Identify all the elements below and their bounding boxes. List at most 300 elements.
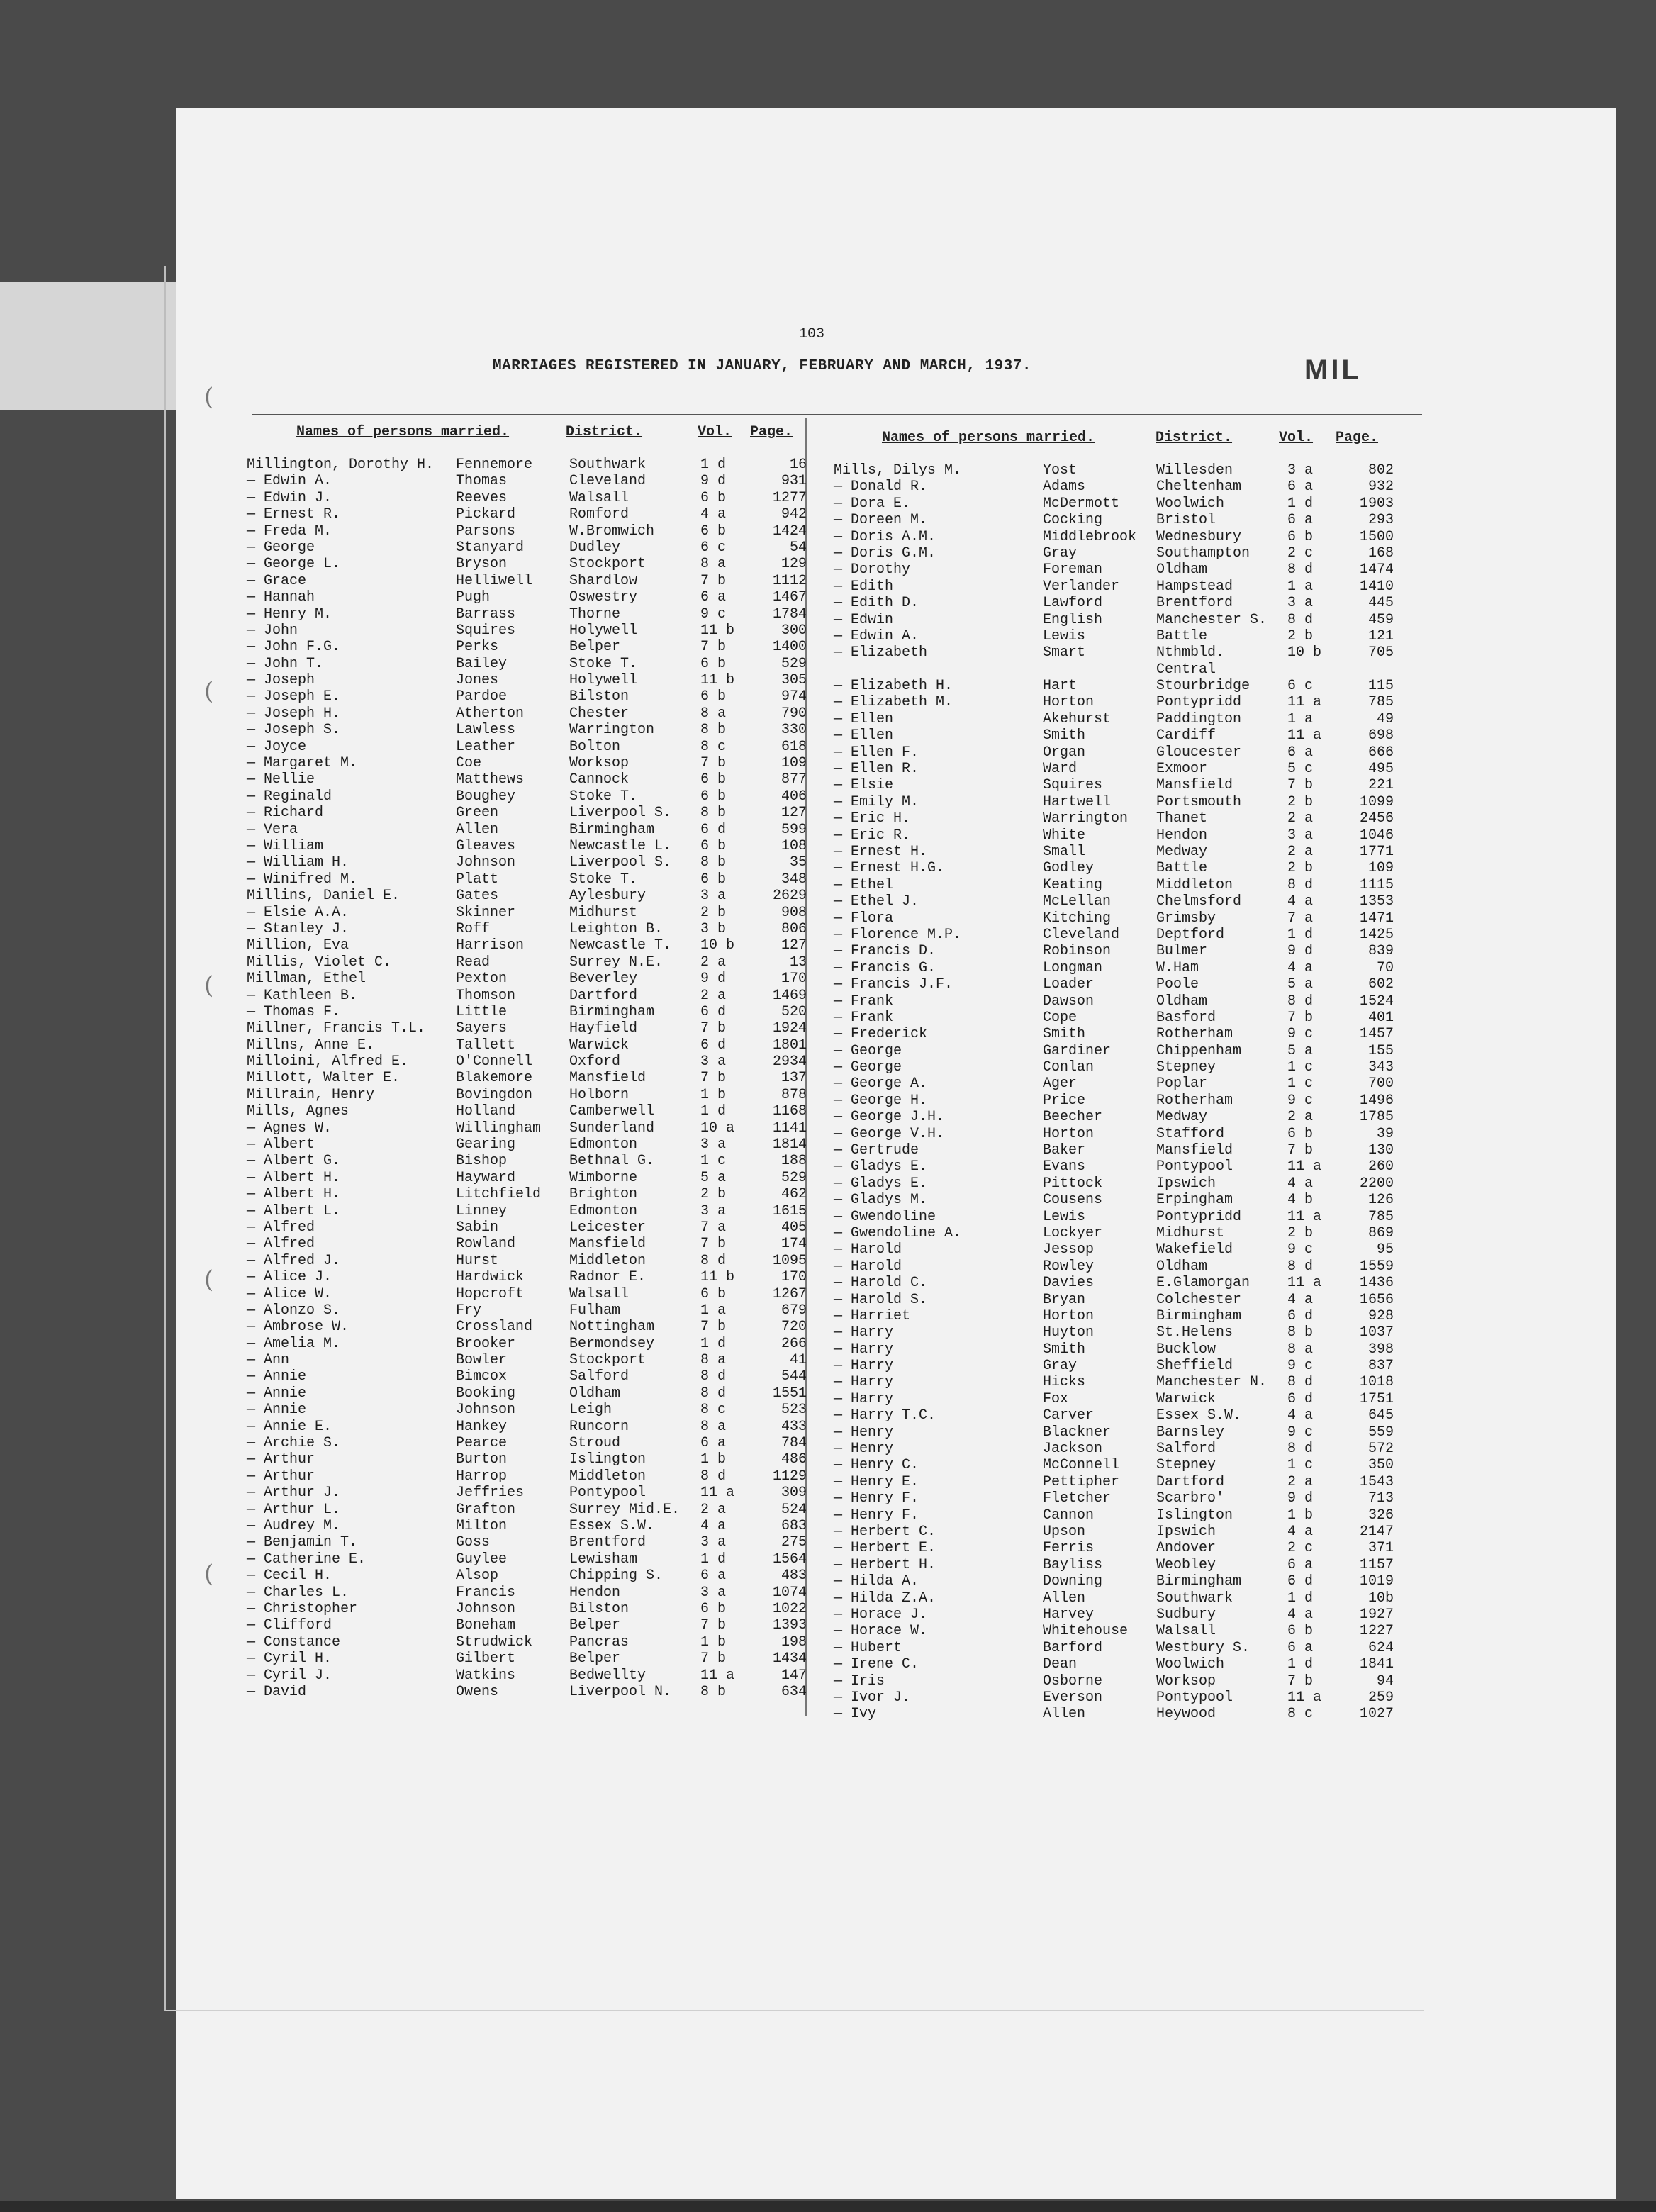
page-cell: 634 [781,1683,807,1700]
spouse-cell: Pardoe [456,688,508,705]
name-cell: — Clifford [247,1617,332,1634]
name-cell: — George [247,539,315,556]
table-row [247,1103,814,1119]
page-cell: 683 [781,1518,807,1534]
page-cell: 300 [781,622,807,639]
spouse-cell: Dawson [1043,993,1095,1010]
spouse-cell: Booking [456,1385,516,1402]
name-cell: Millns, Anne E. [247,1037,375,1054]
page-cell: 2200 [1359,1175,1394,1192]
page-cell: 174 [781,1236,807,1253]
page-cell: 1784 [772,605,807,622]
district-cell: Grimsby [1156,910,1216,927]
district-cell: Oswestry [569,589,638,606]
page-cell: 942 [781,506,807,523]
table-row [834,1640,1401,1656]
spouse-cell: Lewis [1043,627,1086,644]
table-row [834,976,1401,993]
name-cell: Millott, Walter E. [247,1070,401,1087]
volume-cell: 8 d [1287,993,1314,1010]
spouse-cell: Smith [1043,727,1086,744]
table-row [834,761,1401,777]
table-row [247,1668,814,1684]
spouse-cell: Cannon [1043,1507,1095,1524]
page-cell: 221 [1367,777,1394,794]
table-row [247,1037,814,1054]
spouse-cell: Jackson [1043,1441,1103,1458]
spouse-cell: Bovingdon [456,1086,533,1103]
spouse-cell: Johnson [456,1402,516,1419]
page-cell: 1457 [1359,1026,1394,1043]
district-cell: Dudley [569,539,621,556]
table-row [247,921,814,937]
spouse-cell: Milton [456,1518,508,1534]
volume-cell: 5 c [1287,761,1314,778]
volume-cell: 6 b [700,1600,727,1617]
page-cell: 305 [781,672,807,689]
name-cell: — Gladys M. [834,1192,928,1209]
district-cell: Islington [1156,1507,1233,1524]
volume-cell: 11 b [700,672,735,689]
table-row [247,1650,814,1667]
page-cell: 35 [789,854,807,871]
volume-cell: 1 d [1287,495,1314,512]
page-cell: 1129 [772,1468,807,1485]
header-district-right: District. [1156,430,1233,446]
page-cell: 41 [789,1352,807,1369]
name-cell: — Edwin A. [834,627,919,644]
volume-cell: 2 b [700,1186,727,1203]
spouse-cell: Gearing [456,1136,516,1154]
name-cell: — Audrey M. [247,1518,341,1534]
table-row [247,1020,814,1037]
district-cell: Leicester [569,1219,647,1236]
district-cell: Brentford [569,1534,647,1551]
spouse-cell: Longman [1043,959,1103,976]
spouse-cell: Fletcher [1043,1490,1112,1507]
table-row [247,1236,814,1252]
district-cell: Liverpool S. [569,854,672,871]
volume-cell: 4 a [1287,1175,1314,1192]
district-cell: Worksop [569,755,630,772]
name-cell: Million, Eva [247,937,349,954]
district-cell: Wednesbury [1156,528,1242,545]
page-cell: 130 [1367,1142,1394,1159]
volume-cell: 4 a [1287,959,1314,976]
page-cell: 486 [781,1451,807,1468]
name-cell: — Harold C. [834,1275,928,1292]
spouse-cell: Evans [1043,1158,1086,1175]
table-row [834,1292,1401,1308]
volume-cell: 8 b [700,722,727,739]
spouse-cell: Blackner [1043,1424,1112,1441]
volume-cell: 11 a [1287,1275,1322,1292]
volume-cell: 2 b [700,904,727,921]
spouse-cell: Horton [1043,1125,1095,1142]
page-cell: 1841 [1359,1656,1394,1673]
district-cell: Newcastle L. [569,837,672,854]
district-cell: Central [1156,661,1216,678]
page-cell: 931 [781,473,807,490]
name-cell: — Harold [834,1258,902,1275]
district-cell: Dartford [569,987,638,1004]
page-cell: 1425 [1359,926,1394,943]
table-row [834,927,1401,943]
table-row [247,1153,814,1169]
name-cell: Milloini, Alfred E. [247,1054,409,1071]
punch-hole-mark: ( [204,971,214,1000]
district-cell: Southwark [1156,1590,1233,1607]
spouse-cell: Gray [1043,1358,1078,1375]
table-row [834,727,1401,744]
name-cell: — Frederick [834,1026,928,1043]
name-cell: — Edith [834,578,894,595]
page-cell: 330 [781,722,807,739]
district-cell: Bethnal G. [569,1153,655,1170]
volume-cell: 9 d [700,473,727,490]
spouse-cell: Stanyard [456,539,525,556]
spouse-cell: Small [1043,843,1086,860]
table-row [247,672,814,688]
volume-cell: 9 c [1287,1092,1314,1109]
district-cell: Hayfield [569,1020,638,1037]
name-cell: — Ambrose W. [247,1319,349,1336]
page-cell: 1524 [1359,993,1394,1010]
volume-cell: 2 b [1287,627,1314,644]
spouse-cell: Harrop [456,1468,508,1485]
volume-cell: 6 b [1287,528,1314,545]
district-cell: Pancras [569,1633,630,1650]
spouse-cell: Hayward [456,1169,516,1186]
page-cell: 602 [1367,976,1394,993]
table-row [247,705,814,722]
scan-edge [0,2201,1656,2212]
name-cell: — Albert G. [247,1153,341,1170]
volume-cell: 8 a [1287,1341,1314,1358]
table-row [834,1573,1401,1590]
table-row [247,1402,814,1418]
table-row [834,1623,1401,1639]
spouse-cell: Crossland [456,1319,533,1336]
name-cell: — Frank [834,993,894,1010]
volume-cell: 6 c [1287,678,1314,695]
table-row [834,1524,1401,1540]
header-rule [252,414,1422,415]
table-row [834,893,1401,910]
district-cell: Belper [569,1617,621,1634]
page-cell: 1656 [1359,1291,1394,1308]
spouse-cell: Pittock [1043,1175,1103,1192]
volume-cell: 1 a [1287,710,1314,727]
volume-cell: 1 a [700,1302,727,1319]
spouse-cell: Fox [1043,1390,1069,1407]
district-cell: Thorne [569,605,621,622]
header-names-left: Names of persons married. [296,424,510,440]
table-row [247,755,814,771]
spouse-cell: Pearce [456,1435,508,1452]
volume-cell: 2 b [1287,860,1314,877]
page-cell: 1801 [772,1037,807,1054]
page-cell: 1115 [1359,876,1394,893]
table-row [834,579,1401,595]
page-cell: 1227 [1359,1623,1394,1640]
volume-cell: 7 b [700,1020,727,1037]
spouse-cell: Fry [456,1302,482,1319]
name-cell: — Annie E. [247,1418,332,1435]
spouse-cell: Goss [456,1534,491,1551]
page-cell: 108 [781,837,807,854]
table-row [834,1059,1401,1076]
volume-cell: 10 b [1287,644,1322,661]
page-cell: 1500 [1359,528,1394,545]
spouse-cell: Cousens [1043,1192,1103,1209]
table-row [247,1286,814,1302]
background-strip [0,282,177,410]
table-row [247,1435,814,1451]
table-row [834,1093,1401,1109]
table-row [247,771,814,788]
name-cell: — Dorothy [834,562,911,579]
name-cell: — Gladys E. [834,1175,928,1192]
spouse-cell: Lewis [1043,1208,1086,1225]
district-cell: Middleton [569,1252,647,1269]
volume-cell: 6 d [1287,1307,1314,1324]
name-cell: — Herbert H. [834,1556,936,1573]
spouse-cell: Price [1043,1092,1086,1109]
volume-cell: 9 c [1287,1424,1314,1441]
district-cell: Lewisham [569,1551,638,1568]
volume-cell: 2 a [1287,810,1314,827]
table-row [834,661,1401,678]
spouse-cell: Sabin [456,1219,499,1236]
district-cell: Belper [569,1650,621,1668]
name-cell: — Elizabeth [834,644,928,661]
table-row [834,1590,1401,1607]
table-row [247,1302,814,1319]
district-cell: Fulham [569,1302,621,1319]
page-cell: 95 [1376,1241,1394,1258]
volume-cell: 6 b [700,837,727,854]
table-row [247,805,814,821]
page-cell: 1353 [1359,893,1394,910]
name-cell: — Albert [247,1136,315,1154]
district-cell: Beverley [569,971,638,988]
district-cell: Oldham [569,1385,621,1402]
page-cell: 1924 [772,1020,807,1037]
table-row [247,1551,814,1568]
name-cell: — Albert H. [247,1169,341,1186]
page-cell: 1469 [772,987,807,1004]
district-cell: Pontypool [569,1485,647,1502]
district-cell: Brentford [1156,595,1233,612]
district-cell: Stockport [569,556,647,573]
name-cell: — Dora E. [834,495,911,512]
name-cell: — Gwendoline A. [834,1224,962,1241]
table-row [247,971,814,987]
name-cell: — Joseph H. [247,705,341,722]
volume-cell: 3 b [700,920,727,937]
volume-cell: 4 a [1287,1524,1314,1540]
district-cell: Hendon [1156,827,1208,844]
district-cell: Mansfield [569,1070,647,1087]
table-row [834,1192,1401,1208]
table-row [247,1385,814,1402]
page-cell: 1474 [1359,562,1394,579]
name-cell: — Grace [247,572,307,589]
volume-cell: 2 b [1287,1224,1314,1241]
table-row [834,860,1401,876]
spouse-cell: O'Connell [456,1054,533,1071]
volume-cell: 1 d [700,457,727,473]
volume-cell: 7 a [1287,910,1314,927]
spouse-cell: Hankey [456,1418,508,1435]
volume-cell: 7 b [700,1070,727,1087]
spouse-cell: Boughey [456,788,516,805]
district-cell: Romford [569,506,630,523]
spouse-cell: Burton [456,1451,508,1468]
page-cell: 155 [1367,1042,1394,1059]
page-cell: 1434 [772,1650,807,1668]
table-row [834,1225,1401,1241]
table-row [247,622,814,639]
table-row [247,905,814,921]
spouse-cell: Loader [1043,976,1095,993]
page-cell: 398 [1367,1341,1394,1358]
name-cell: — Richard [247,805,324,822]
district-cell: W.Bromwich [569,523,655,540]
volume-cell: 8 a [700,705,727,722]
spouse-cell: Organ [1043,744,1086,761]
page-cell: 1112 [772,572,807,589]
page-cell: 1157 [1359,1556,1394,1573]
table-row [834,1158,1401,1175]
spouse-cell: McDermott [1043,495,1120,512]
table-row [247,722,814,738]
district-cell: Chippenham [1156,1042,1242,1059]
table-row [247,457,814,473]
name-cell: — Eric H. [834,810,911,827]
district-cell: Bilston [569,688,630,705]
name-cell: — Vera [247,821,298,838]
volume-cell: 11 b [700,1269,735,1286]
table-row [834,711,1401,727]
table-row [834,777,1401,793]
name-cell: — Irene C. [834,1656,919,1673]
name-cell: — Reginald [247,788,332,805]
district-cell: Willesden [1156,462,1233,479]
table-row [247,556,814,572]
table-row [247,1534,814,1551]
volume-cell: 8 d [1287,1374,1314,1391]
district-cell: Sunderland [569,1119,655,1136]
name-cell: — Edwin J. [247,489,332,506]
volume-cell: 3 a [700,1136,727,1154]
name-cell: — Ethel J. [834,893,919,910]
volume-cell: 6 b [700,688,727,705]
volume-cell: 6 d [1287,1573,1314,1590]
table-row [834,1673,1401,1689]
district-cell: Islington [569,1451,647,1468]
table-row [834,612,1401,628]
name-cell: — Annie [247,1402,307,1419]
spouse-cell: English [1043,611,1103,628]
volume-cell: 7 b [700,755,727,772]
volume-cell: 1 d [700,1551,727,1568]
district-cell: Middleton [569,1468,647,1485]
name-cell: — David [247,1683,307,1700]
district-cell: Oxford [569,1054,621,1071]
district-cell: Wakefield [1156,1241,1233,1258]
name-cell: — Henry F. [834,1507,919,1524]
spouse-cell: Hart [1043,678,1078,695]
volume-cell: 7 b [700,1236,727,1253]
name-cell: — Hilda Z.A. [834,1590,936,1607]
table-row [834,1142,1401,1158]
name-cell: — Harry [834,1390,894,1407]
page-cell: 529 [781,1169,807,1186]
table-row [247,1585,814,1601]
district-cell: Liverpool N. [569,1683,672,1700]
table-row [834,512,1401,528]
name-cell: — Benjamin T. [247,1534,358,1551]
name-cell: Millner, Francis T.L. [247,1020,426,1037]
table-row [834,794,1401,810]
volume-cell: 8 c [700,738,727,755]
page-cell: 529 [781,655,807,672]
district-cell: Salford [569,1368,630,1385]
spouse-cell: Lawford [1043,595,1103,612]
page-cell: 1543 [1359,1473,1394,1490]
volume-cell: 8 d [1287,1258,1314,1275]
volume-cell: 6 b [700,788,727,805]
district-cell: Basford [1156,1009,1216,1026]
name-cell: — Harold [834,1241,902,1258]
spouse-cell: Godley [1043,860,1095,877]
spouse-cell: Bowler [456,1352,508,1369]
spouse-cell: Rowley [1043,1258,1095,1275]
page-cell: 2456 [1359,810,1394,827]
volume-cell: 11 b [700,622,735,639]
page-cell: 129 [781,556,807,573]
name-cell: — Edith D. [834,595,919,612]
table-row [834,1258,1401,1275]
volume-cell: 1 c [700,1153,727,1170]
spouse-cell: Upson [1043,1524,1086,1540]
district-cell: Battle [1156,860,1208,877]
table-row [247,937,814,954]
volume-cell: 1 d [1287,1590,1314,1607]
spouse-cell: Ager [1043,1076,1078,1093]
district-cell: Rotherham [1156,1026,1233,1043]
page-cell: 559 [1367,1424,1394,1441]
name-cell: — Freda M. [247,523,332,540]
volume-cell: 7 b [1287,1009,1314,1026]
spouse-cell: Hopcroft [456,1285,525,1302]
entries-left-column [247,457,814,1700]
name-cell: — Francis D. [834,943,936,960]
spouse-cell: Litchfield [456,1186,542,1203]
spouse-cell: Holland [456,1103,516,1120]
district-cell: Scarbro' [1156,1490,1225,1507]
district-cell: Worksop [1156,1672,1216,1689]
table-row [247,788,814,805]
district-cell: Battle [1156,627,1208,644]
name-cell: — Horace J. [834,1606,928,1623]
name-cell: — Thomas F. [247,1003,341,1020]
spouse-cell: Verlander [1043,578,1120,595]
spouse-cell: Smith [1043,1026,1086,1043]
table-row [834,1324,1401,1341]
